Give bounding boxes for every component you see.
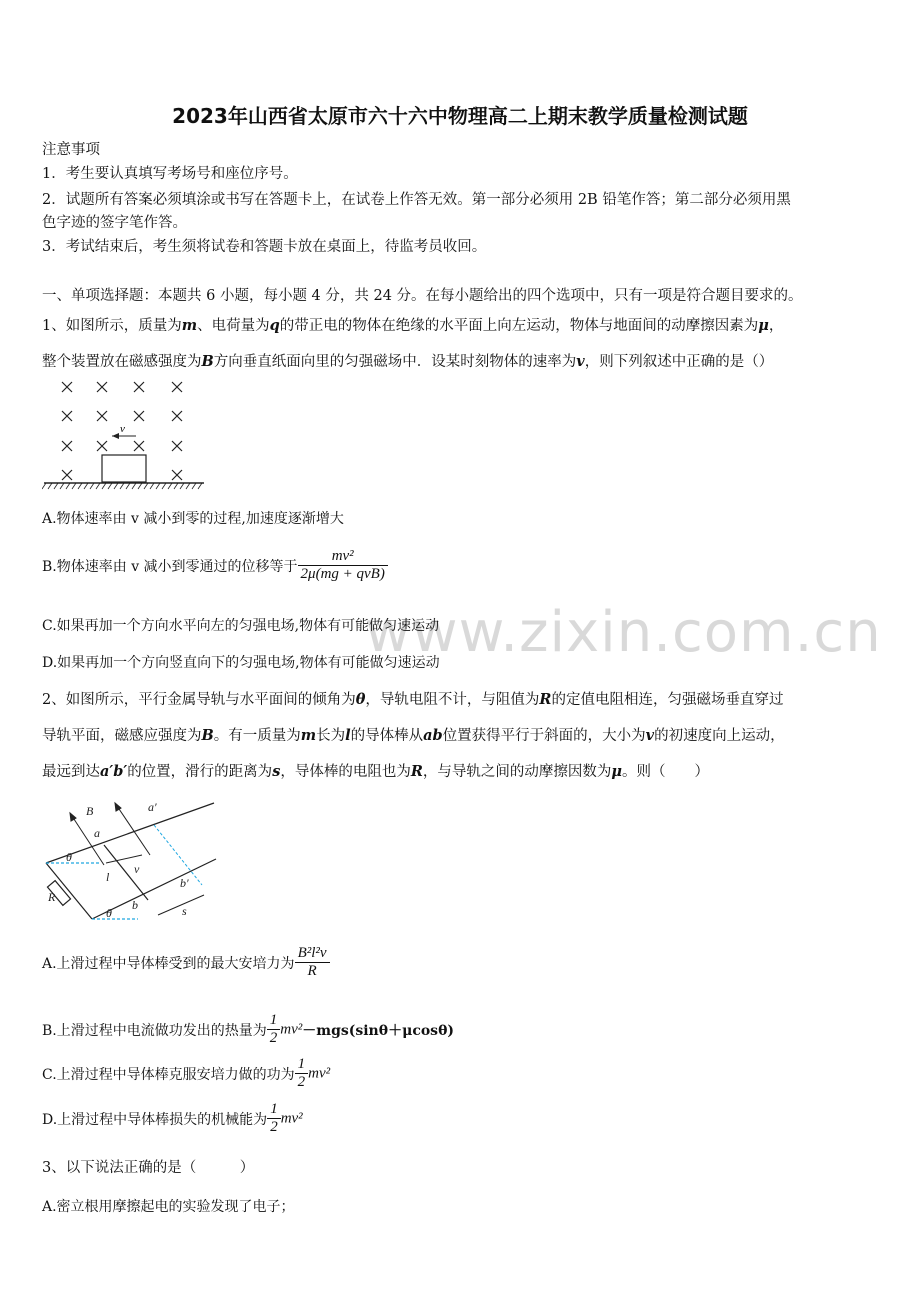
fig-label-b-field: B: [86, 804, 94, 818]
watermark: www.zixin.com.cn: [365, 600, 882, 665]
fig-label-b: b: [132, 898, 138, 912]
q3-stem: 3、以下说法正确的是（ ）: [42, 1160, 255, 1176]
q2-option-a: A.上滑过程中导体棒受到的最大安培力为 $\frac{\text{B²l²v}}{R}$: [42, 945, 330, 981]
fig-label-a-prime: a′: [148, 800, 157, 814]
fig-label-b-prime: b′: [180, 876, 189, 890]
notice-heading: 注意事项: [42, 142, 100, 158]
q3-option-a: A.密立根用摩擦起电的实验发现了电子；: [42, 1199, 295, 1215]
q2-option-a-fraction: $\frac{\text{B²l²v}}{R}$: [295, 945, 330, 981]
fig-label-l: l: [106, 870, 110, 884]
notice-item-2-line-1: 2．试题所有答案必须填涂或书写在答题卡上，在试卷上作答无效。第一部分必须用 2B 铅笔作答；第二部分必须用黑: [42, 192, 791, 208]
fig-label-theta-2: θ: [106, 906, 112, 920]
q1-option-d: D.如果再加一个方向竖直向下的匀强电场,物体有可能做匀速运动: [42, 655, 440, 671]
page-title: 2023年山西省太原市六十六中物理高二上期末教学质量检测试题: [172, 104, 748, 128]
q2-stem-line-2: 导轨平面，磁感应强度为B。有一质量为m长为l的导体棒从ab位置获得平行于斜面的，大小为v的初速度向上运动，: [42, 727, 785, 744]
notice-item-3: 3．考试结束后，考生须将试卷和答题卡放在桌面上，待监考员收回。: [42, 239, 487, 255]
q2-option-b: B.上滑过程中电流做功发出的热量为 $\frac{1}{2}$ mv²－mgs(sinθ＋μcosθ): [42, 1012, 455, 1047]
q1-option-a: A.物体速率由 v 减小到零的过程,加速度逐渐增大: [42, 511, 344, 527]
q2-incline-rails-figure: [42, 795, 222, 925]
distance-arrow: [158, 895, 204, 915]
q1-stem-line-1: 1、如图所示，质量为m、电荷量为q的带正电的物体在绝缘的水平面上向左运动，物体与地面间的动摩擦因素为μ，: [42, 317, 784, 334]
rod-a-prime-b-prime: [154, 825, 202, 885]
q2-option-d-fraction: $\frac{1}{2}$: [267, 1101, 281, 1137]
q1-option-c: C.如果再加一个方向水平向左的匀强电场,物体有可能做匀速运动: [42, 618, 440, 634]
fig-label-theta-1: θ: [66, 850, 72, 864]
q1-magnetic-field-figure: [42, 374, 212, 498]
q1-option-b-fraction: $\frac{\text{mv²}}{\text{2μ(mg + qvB)}}$: [298, 548, 388, 584]
q1-option-b: B.物体速率由 v 减小到零通过的位移等于 $\frac{\text{mv²}}{\text{2μ(mg + qvB)}}$: [42, 548, 388, 584]
q2-stem-line-3: 最远到达a′b′的位置，滑行的距离为s，导体棒的电阻也为R，与导轨之间的动摩擦因数为μ。则（ ）: [42, 763, 710, 780]
fig-label-v: v: [134, 862, 140, 876]
q2-option-c: C.上滑过程中导体棒克服安培力做的功为 $\frac{1}{2}$ mv²: [42, 1056, 331, 1091]
q2-option-d: D.上滑过程中导体棒损失的机械能为 $\frac{1}{2}$ mv²: [42, 1101, 303, 1136]
q2-option-c-fraction: $\frac{1}{2}$: [295, 1056, 309, 1092]
notice-item-1: 1．考生要认真填写考场号和座位序号。: [42, 166, 298, 182]
rod-ab: [104, 845, 148, 900]
section-1-heading: 一、单项选择题：本题共 6 小题，每小题 4 分，共 24 分。在每小题给出的四个选项中，只有一项是符合题目要求的。: [42, 288, 803, 304]
q1-stem-line-2: 整个装置放在磁感强度为B方向垂直纸面向里的匀强磁场中．设某时刻物体的速率为v，则下列叙述中正确的是（）: [42, 353, 774, 370]
fig-velocity-label: v: [120, 423, 125, 435]
q2-option-b-fraction: $\frac{1}{2}$: [267, 1012, 281, 1048]
velocity-arrowhead: [112, 433, 119, 439]
notice-item-2-line-2: 色字迹的签字笔作答。: [42, 215, 187, 231]
ground-hatching: [42, 483, 202, 489]
fig-label-a: a: [94, 826, 100, 840]
charged-block: [102, 455, 146, 482]
q2-stem-line-1: 2、如图所示，平行金属导轨与水平面间的倾角为θ，导轨电阻不计，与阻值为R的定值电阻相连，匀强磁场垂直穿过: [42, 691, 784, 708]
fig-label-s: s: [182, 904, 187, 918]
fig-label-r: R: [48, 890, 56, 904]
